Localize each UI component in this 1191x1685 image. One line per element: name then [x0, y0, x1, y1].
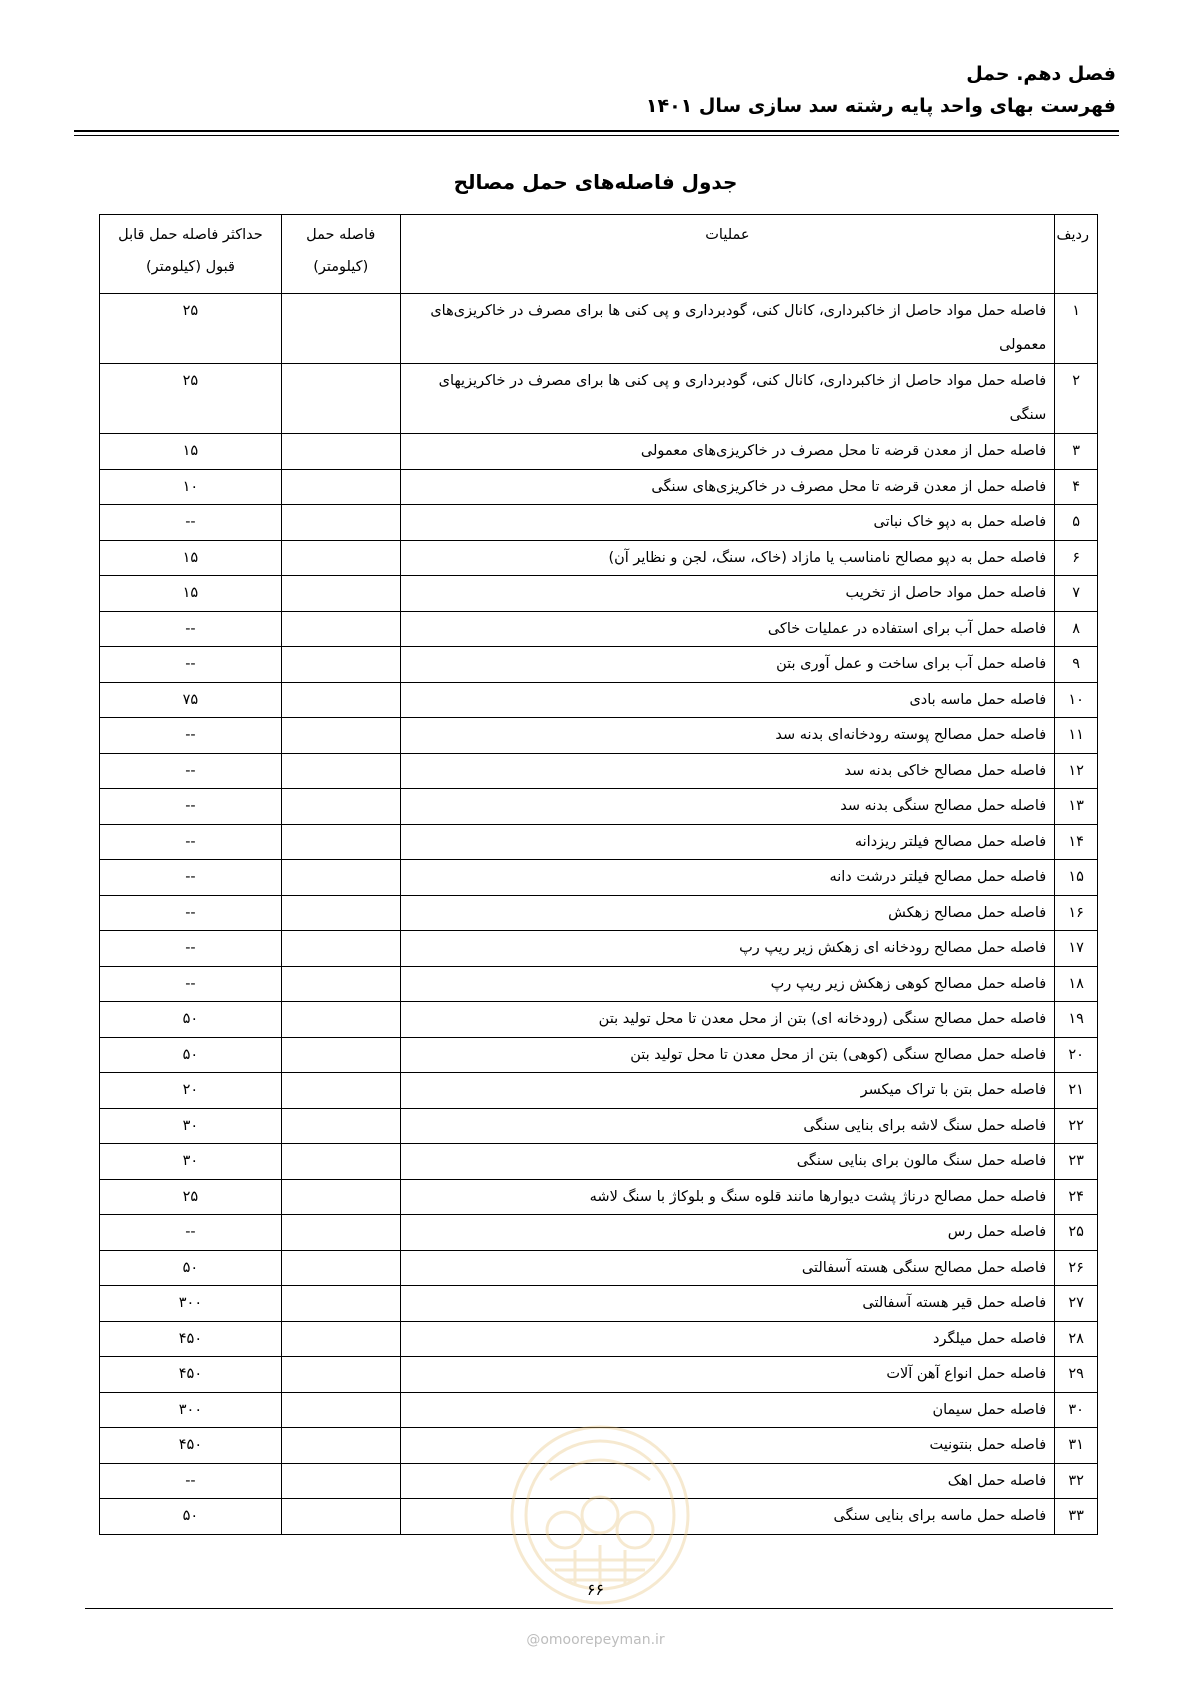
row-max-distance-cell: --: [100, 824, 282, 860]
row-distance-cell: [281, 1073, 400, 1109]
table-row: [100, 1250, 1098, 1286]
row-operation-cell: فاصله حمل سنگ لاشه برای بنایی سنگی: [400, 1108, 1055, 1144]
row-distance-cell: [281, 1037, 400, 1073]
row-operation-cell: فاصله حمل مصالح فیلتر درشت دانه: [400, 860, 1055, 896]
table-row: [100, 576, 1098, 612]
row-distance-cell: [281, 1392, 400, 1428]
row-index-cell: ۱۵: [1055, 860, 1098, 896]
page-header: [71, 58, 1116, 122]
row-index-cell: ۱۹: [1055, 1002, 1098, 1038]
row-index-cell: ۱۲: [1055, 753, 1098, 789]
row-distance-cell: [281, 611, 400, 647]
row-max-distance-cell: ۳۰: [100, 1144, 282, 1180]
row-index-cell: ۱۸: [1055, 966, 1098, 1002]
row-index-cell: ۱: [1055, 294, 1098, 364]
row-operation-cell: فاصله حمل مصالح کوهی زهکش زیر ریپ رپ: [400, 966, 1055, 1002]
row-distance-cell: [281, 789, 400, 825]
row-operation-cell: فاصله حمل مواد حاصل از خاکبرداری، کانال کنی، گودبرداری و پی کنی ها برای مصرف در خاکریزی‌های معمولی: [400, 294, 1055, 364]
table-row: [100, 1002, 1098, 1038]
table-row: [100, 1108, 1098, 1144]
row-max-distance-cell: ۳۰۰: [100, 1392, 282, 1428]
table-row: [100, 753, 1098, 789]
row-max-distance-cell: ۴۵۰: [100, 1357, 282, 1393]
table-row: [100, 294, 1098, 364]
row-operation-cell: فاصله حمل رس: [400, 1215, 1055, 1251]
row-max-distance-cell: --: [100, 647, 282, 683]
row-max-distance-cell: ۱۰: [100, 469, 282, 505]
table-row: [100, 966, 1098, 1002]
row-operation-cell: فاصله حمل مصالح سنگی (کوهی) بتن از محل معدن تا محل تولید بتن: [400, 1037, 1055, 1073]
table-row: [100, 931, 1098, 967]
row-distance-cell: [281, 1499, 400, 1535]
row-operation-cell: فاصله حمل میلگرد: [400, 1321, 1055, 1357]
row-operation-cell: فاصله حمل مصالح خاکی بدنه سد: [400, 753, 1055, 789]
row-max-distance-cell: ۲۵: [100, 364, 282, 434]
row-index-cell: ۳۳: [1055, 1499, 1098, 1535]
row-operation-cell: فاصله حمل مصالح زهکش: [400, 895, 1055, 931]
row-index-cell: ۷: [1055, 576, 1098, 612]
row-operation-cell: فاصله حمل انواع آهن آلات: [400, 1357, 1055, 1393]
row-distance-cell: [281, 718, 400, 754]
row-max-distance-cell: ۲۵: [100, 294, 282, 364]
row-distance-cell: [281, 1428, 400, 1464]
row-operation-cell: فاصله حمل اهک: [400, 1463, 1055, 1499]
row-max-distance-cell: --: [100, 718, 282, 754]
row-index-cell: ۶: [1055, 540, 1098, 576]
row-index-cell: ۱۴: [1055, 824, 1098, 860]
table-row: [100, 1286, 1098, 1322]
row-operation-cell: فاصله حمل از معدن قرضه تا محل مصرف در خاکریزی‌های معمولی: [400, 434, 1055, 470]
row-operation-cell: فاصله حمل ماسه بادی: [400, 682, 1055, 718]
row-operation-cell: فاصله حمل مصالح پوسته رودخانه‌ای بدنه سد: [400, 718, 1055, 754]
table-row: [100, 1357, 1098, 1393]
row-index-cell: ۲۲: [1055, 1108, 1098, 1144]
table-row: [100, 505, 1098, 541]
row-max-distance-cell: ۷۵: [100, 682, 282, 718]
row-index-cell: ۲۵: [1055, 1215, 1098, 1251]
row-distance-cell: [281, 1108, 400, 1144]
row-index-cell: ۱۳: [1055, 789, 1098, 825]
row-distance-cell: [281, 931, 400, 967]
row-operation-cell: فاصله حمل آب برای استفاده در عملیات خاکی: [400, 611, 1055, 647]
row-index-cell: ۴: [1055, 469, 1098, 505]
column-header-distance: فاصله حمل (کیلومتر): [281, 215, 400, 294]
row-operation-cell: فاصله حمل قیر هسته آسفالتی: [400, 1286, 1055, 1322]
row-operation-cell: فاصله حمل سیمان: [400, 1392, 1055, 1428]
row-index-cell: ۱۶: [1055, 895, 1098, 931]
column-header-operation: عملیات: [400, 215, 1055, 294]
row-distance-cell: [281, 1002, 400, 1038]
row-distance-cell: [281, 1179, 400, 1215]
row-operation-cell: فاصله حمل مواد حاصل از خاکبرداری، کانال کنی، گودبرداری و پی کنی ها برای مصرف در خاکریزیهای سنگی: [400, 364, 1055, 434]
table-row: [100, 1037, 1098, 1073]
document-subtitle: فهرست بهای واحد پایه رشته سد سازی سال ۱۴۰۱: [645, 95, 1116, 117]
row-max-distance-cell: ۵۰: [100, 1499, 282, 1535]
row-max-distance-cell: ۱۵: [100, 576, 282, 612]
row-max-distance-cell: --: [100, 931, 282, 967]
row-max-distance-cell: ۲۵: [100, 1179, 282, 1215]
table-row: [100, 611, 1098, 647]
chapter-title: فصل دهم. حمل: [966, 63, 1116, 85]
row-operation-cell: فاصله حمل به دپو خاک نباتی: [400, 505, 1055, 541]
row-distance-cell: [281, 966, 400, 1002]
row-operation-cell: فاصله حمل مصالح فیلتر ریزدانه: [400, 824, 1055, 860]
row-max-distance-cell: ۱۵: [100, 540, 282, 576]
row-index-cell: ۲۰: [1055, 1037, 1098, 1073]
row-distance-cell: [281, 895, 400, 931]
table-row: [100, 647, 1098, 683]
row-operation-cell: فاصله حمل مصالح سنگی هسته آسفالتی: [400, 1250, 1055, 1286]
table-row: [100, 718, 1098, 754]
row-distance-cell: [281, 505, 400, 541]
row-operation-cell: فاصله حمل بتن با تراک میکسر: [400, 1073, 1055, 1109]
table-title: جدول فاصله‌های حمل مصالح: [453, 170, 738, 194]
row-index-cell: ۹: [1055, 647, 1098, 683]
row-index-cell: ۲۸: [1055, 1321, 1098, 1357]
row-index-cell: ۲۹: [1055, 1357, 1098, 1393]
row-index-cell: ۲: [1055, 364, 1098, 434]
row-max-distance-cell: --: [100, 895, 282, 931]
row-max-distance-cell: ۵۰: [100, 1002, 282, 1038]
table-row: [100, 1144, 1098, 1180]
row-max-distance-cell: ۱۵: [100, 434, 282, 470]
table-row: [100, 1073, 1098, 1109]
table-row: [100, 682, 1098, 718]
row-operation-cell: فاصله حمل سنگ مالون برای بنایی سنگی: [400, 1144, 1055, 1180]
row-max-distance-cell: --: [100, 611, 282, 647]
row-max-distance-cell: ۴۵۰: [100, 1428, 282, 1464]
row-operation-cell: فاصله حمل آب برای ساخت و عمل آوری بتن: [400, 647, 1055, 683]
row-index-cell: ۳۰: [1055, 1392, 1098, 1428]
table-row: [100, 1179, 1098, 1215]
row-max-distance-cell: ۵۰: [100, 1250, 282, 1286]
row-operation-cell: فاصله حمل مواد حاصل از تخریب: [400, 576, 1055, 612]
row-distance-cell: [281, 1250, 400, 1286]
column-header-max-distance: حداکثر فاصله حمل قابل قبول (کیلومتر): [100, 215, 282, 294]
table-row: [100, 824, 1098, 860]
row-index-cell: ۸: [1055, 611, 1098, 647]
row-index-cell: ۵: [1055, 505, 1098, 541]
footer-rule: [85, 1608, 1113, 1609]
haulage-distance-table: [99, 214, 1098, 1535]
row-max-distance-cell: ۲۰: [100, 1073, 282, 1109]
row-distance-cell: [281, 824, 400, 860]
watermark-url: @omoorepeyman.ir: [526, 1632, 665, 1648]
row-distance-cell: [281, 753, 400, 789]
row-index-cell: ۱۰: [1055, 682, 1098, 718]
header-rule-thick: [74, 130, 1119, 132]
row-operation-cell: فاصله حمل مصالح درناژ پشت دیوارها مانند قلوه سنگ و بلوکاژ با سنگ لاشه: [400, 1179, 1055, 1215]
table-row: [100, 1321, 1098, 1357]
row-distance-cell: [281, 1321, 400, 1357]
row-distance-cell: [281, 540, 400, 576]
row-max-distance-cell: ۴۵۰: [100, 1321, 282, 1357]
row-index-cell: ۲۳: [1055, 1144, 1098, 1180]
table-row: [100, 860, 1098, 896]
row-index-cell: ۲۱: [1055, 1073, 1098, 1109]
row-distance-cell: [281, 576, 400, 612]
row-index-cell: ۲۷: [1055, 1286, 1098, 1322]
row-distance-cell: [281, 682, 400, 718]
row-index-cell: ۲۴: [1055, 1179, 1098, 1215]
row-distance-cell: [281, 1463, 400, 1499]
row-distance-cell: [281, 860, 400, 896]
row-max-distance-cell: ۳۰: [100, 1108, 282, 1144]
row-distance-cell: [281, 1215, 400, 1251]
header-rule-thin: [74, 135, 1119, 136]
row-distance-cell: [281, 434, 400, 470]
row-distance-cell: [281, 1144, 400, 1180]
row-operation-cell: فاصله حمل مصالح سنگی (رودخانه ای) بتن از محل معدن تا محل تولید بتن: [400, 1002, 1055, 1038]
row-max-distance-cell: ۳۰۰: [100, 1286, 282, 1322]
row-max-distance-cell: --: [100, 1463, 282, 1499]
row-operation-cell: فاصله حمل بنتونیت: [400, 1428, 1055, 1464]
row-index-cell: ۳۲: [1055, 1463, 1098, 1499]
table-row: [100, 789, 1098, 825]
row-index-cell: ۲۶: [1055, 1250, 1098, 1286]
row-index-cell: ۳: [1055, 434, 1098, 470]
table-row: [100, 540, 1098, 576]
row-operation-cell: فاصله حمل از معدن قرضه تا محل مصرف در خاکریزی‌های سنگی: [400, 469, 1055, 505]
row-distance-cell: [281, 1286, 400, 1322]
row-distance-cell: [281, 469, 400, 505]
row-max-distance-cell: ۵۰: [100, 1037, 282, 1073]
row-distance-cell: [281, 294, 400, 364]
row-distance-cell: [281, 647, 400, 683]
row-max-distance-cell: --: [100, 1215, 282, 1251]
row-index-cell: ۱۷: [1055, 931, 1098, 967]
row-operation-cell: فاصله حمل مصالح سنگی بدنه سد: [400, 789, 1055, 825]
row-max-distance-cell: --: [100, 753, 282, 789]
row-max-distance-cell: --: [100, 860, 282, 896]
column-header-idx: ردیف: [1055, 215, 1098, 294]
table-row: [100, 364, 1098, 434]
row-operation-cell: فاصله حمل مصالح رودخانه ای زهکش زیر ریپ رپ: [400, 931, 1055, 967]
row-index-cell: ۳۱: [1055, 1428, 1098, 1464]
page-number: ۶۶: [586, 1580, 605, 1599]
row-operation-cell: فاصله حمل ماسه برای بنایی سنگی: [400, 1499, 1055, 1535]
row-max-distance-cell: --: [100, 789, 282, 825]
row-max-distance-cell: --: [100, 966, 282, 1002]
table-row: [100, 895, 1098, 931]
row-distance-cell: [281, 364, 400, 434]
row-max-distance-cell: --: [100, 505, 282, 541]
table-row: [100, 1215, 1098, 1251]
row-index-cell: ۱۱: [1055, 718, 1098, 754]
table-header-row: [100, 215, 1098, 294]
row-distance-cell: [281, 1357, 400, 1393]
table-row: [100, 469, 1098, 505]
table-row: [100, 434, 1098, 470]
row-operation-cell: فاصله حمل به دپو مصالح نامناسب یا مازاد (خاک، سنگ، لجن و نظایر آن): [400, 540, 1055, 576]
